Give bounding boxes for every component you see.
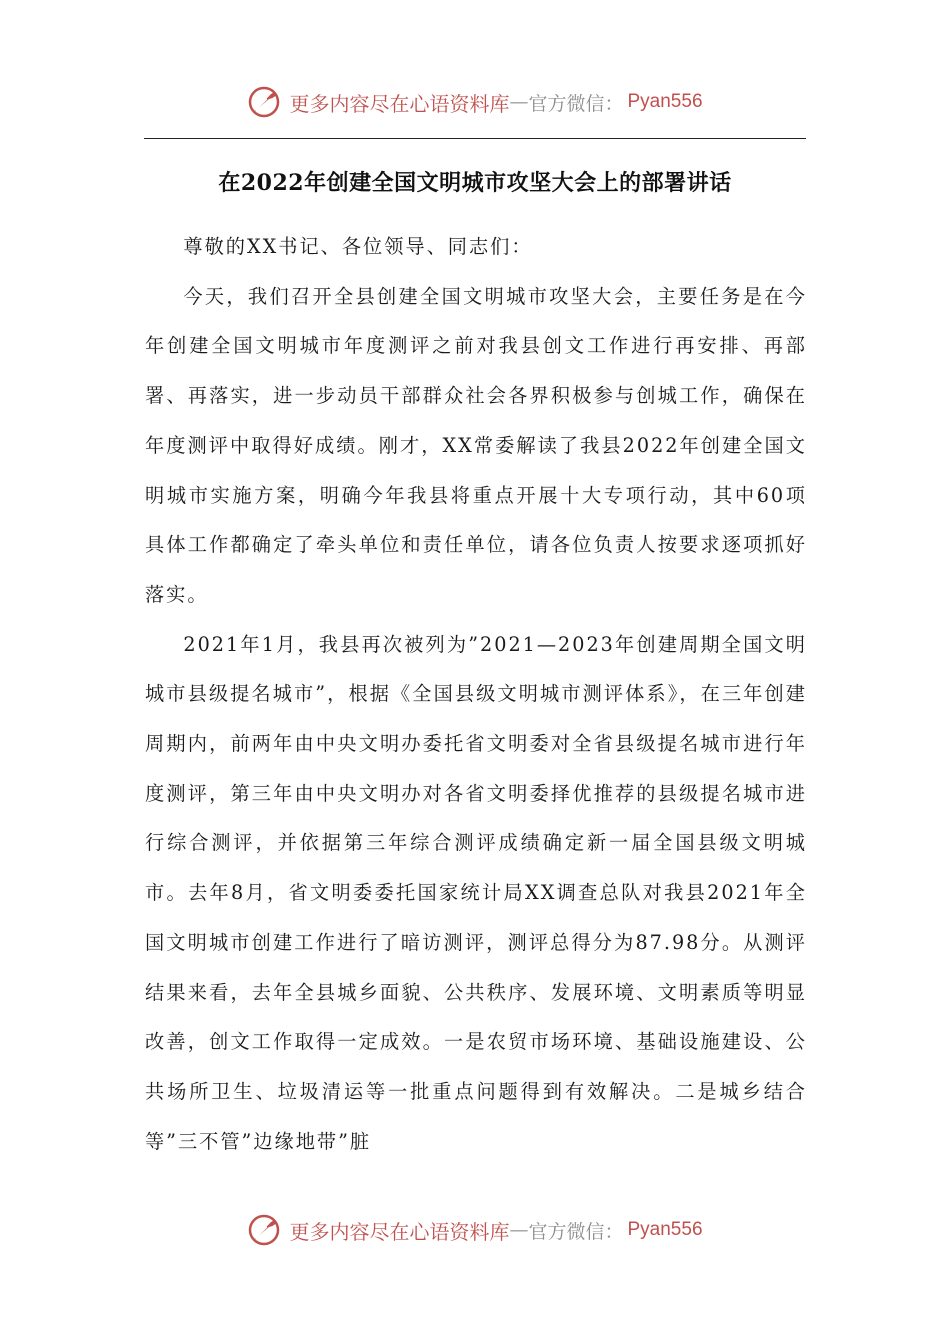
banner-wechat-id: Pyan556	[627, 91, 703, 112]
paragraph: 2021年1月，我县再次被列为”2021—2023年创建周期全国文明城市县级提名城市”，根据《全国县级文明城市测评体系》，在三年创建周期内，前两年由中央文明办委托省文明委对全省县级提名城市进行年度测评，第三年由中央文明办对各省文明委择优推荐的县级提名城市进行综合测评，并依据第三年综合测评成绩确定新一届全国县级文明城市。去年8月，省文明委委托国家统计局XX调查总队对我县2021年全国文明城市创建工作进行了暗访测评，测评总得分为87.98分。从测评结果来看，去年全县城乡面貌、公共秩序、发展环境、文明素质等明显改善，创文工作取得一定成效。一是农贸市场环境、基础设施建设、公共场所卫生、垃圾清运等一批重点问题得到有效解决。二是城乡结合等”三不管”边缘地带”脏	[145, 632, 807, 1153]
paragraph: 今天，我们召开全县创建全国文明城市攻坚大会，主要任务是在今年创建全国文明城市年度测评之前对我县创文工作进行再安排、再部署、再落实，进一步动员干部群众社会各界积极参与创城工作，确保在年度测评中取得好成绩。刚才，XX常委解读了我县2022年创建全国文明城市实施方案，明确今年我县将重点开展十大专项行动，其中60项具体工作都确定了牵头单位和责任单位，请各位负责人按要求逐项抓好落实。	[145, 284, 807, 606]
document-body	[145, 222, 807, 1166]
header-banner	[0, 82, 950, 122]
banner-official-label: 官方微信：	[528, 1220, 624, 1243]
banner-separator: —	[509, 1219, 529, 1241]
banner-main-text: 更多内容尽在心语资料库	[289, 1219, 510, 1244]
quill-pen-logo-icon	[247, 1213, 281, 1247]
salutation: 尊敬的XX书记、各位领导、同志们：	[183, 235, 533, 258]
header-divider	[144, 138, 806, 139]
banner-wechat-id: Pyan556	[627, 1219, 703, 1240]
document-title: 在2022年创建全国文明城市攻坚大会上的部署讲话	[218, 170, 732, 196]
footer-banner	[0, 1210, 950, 1250]
banner-separator: —	[509, 91, 529, 113]
banner-official-label: 官方微信：	[528, 92, 624, 115]
quill-pen-logo-icon	[247, 85, 281, 119]
banner-main-text: 更多内容尽在心语资料库	[289, 91, 510, 116]
